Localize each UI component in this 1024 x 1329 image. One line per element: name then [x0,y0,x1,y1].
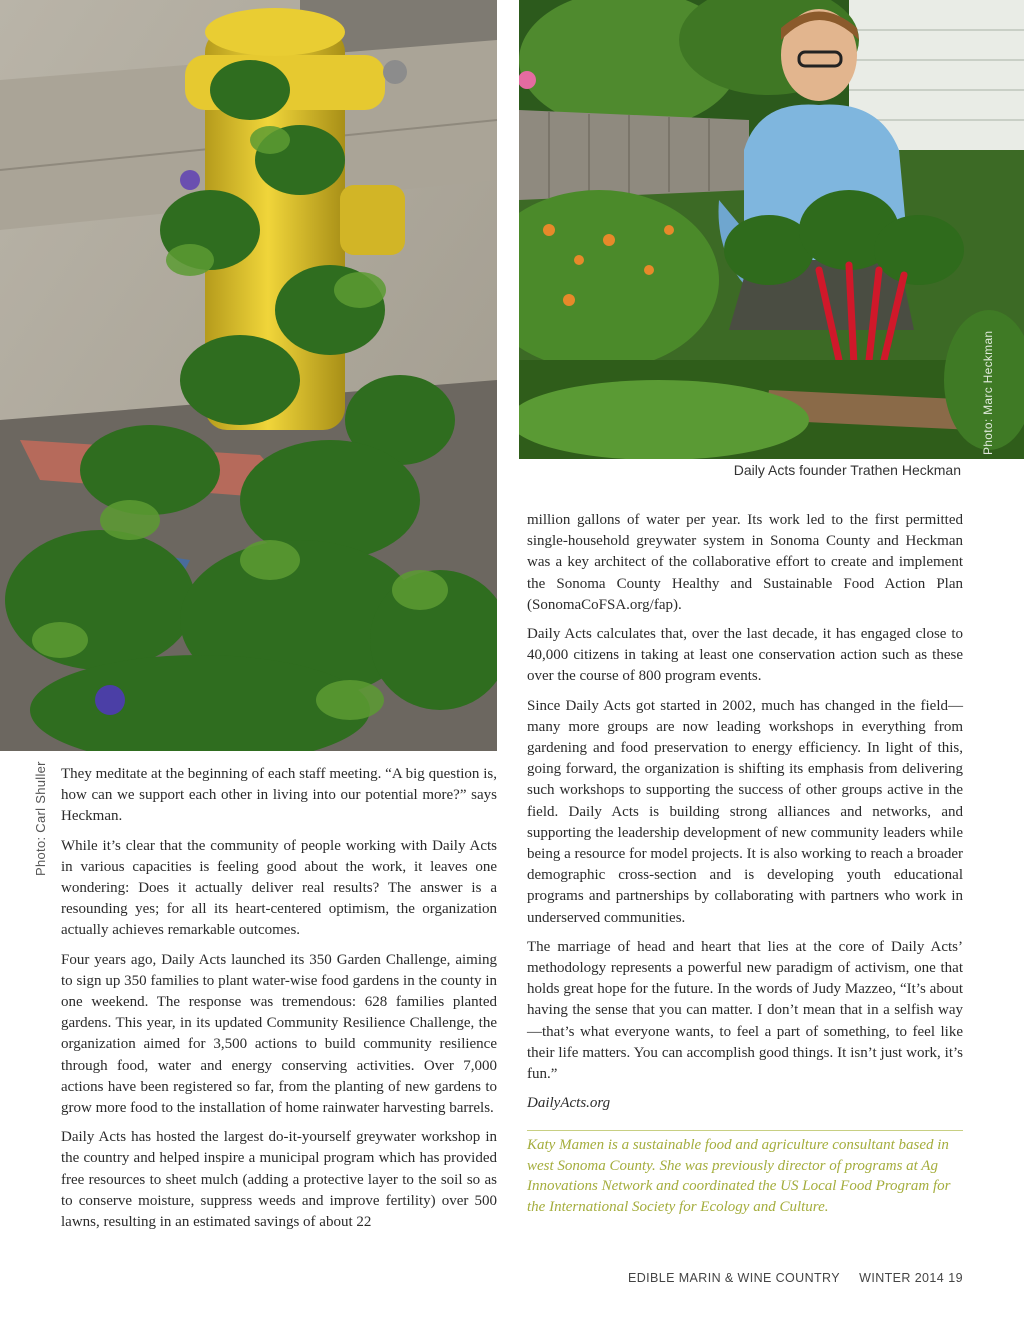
article-paragraph: Daily Acts has hosted the largest do-it-yourself greywater workshop in the country and helped inspire a municipal program which has provided free resources to sheet mulch (adding a protective layer to the soil so as to conserve moisture, suppress weeds and improve fertility) over 500 lawns, resulting in an estimated savings of about 22 [61,1129,497,1231]
left-article-column [61,764,497,1241]
bio-divider [527,1130,963,1131]
article-paragraph: Since Daily Acts got started in 2002, much has changed in the field—many more groups are now leading workshops in everything from gardening and food preservation to energy efficiency. In light of this, going forward, the organization is shifting its emphasis from delivering such workshops to supporting the success of other groups active in the field. Daily Acts is building strong alliances and networks, and supporting the leadership development of new community leaders while being a resource for model projects. It is also working to reach a broader demographic cross-section and is developing youth educational programs and partnerships by collaborating with partners who work in underserved communities. [527,697,963,926]
article-paragraph: While it’s clear that the community of people working with Daily Acts in various capacities is feeling good about the work, it leaves one wondering: Does it actually deliver real results? The answer is a resounding yes; for all its heart-centered optimism, the organization actually achieves remarkable outcomes. [61,837,497,939]
article-paragraph: Four years ago, Daily Acts launched its 350 Garden Challenge, aiming to sign up 350 families to plant water-wise food gardens in the county in one weekend. The response was tremendous: 628 families planted gardens. This year, in its updated Community Resilience Challenge, the organization aimed for 3,500 actions to build community resilience through food, water and energy conserving activities. Over 7,000 actions have been registered so far, from the planting of new gardens to grow more food to the installation of home rainwater harvesting barrels. [61,951,497,1117]
left-photo-credit: Photo: Carl Shuller [33,761,48,876]
article-paragraph: They meditate at the beginning of each staff meeting. “A big question is, how can we support each other in living into our potential more?” says Heckman. [61,766,497,825]
hydrant-garden-photo [0,0,497,751]
photo-caption: Daily Acts founder Trathen Heckman [733,462,961,478]
article-paragraph: The marriage of head and heart that lies at the core of Daily Acts’ methodology represents a powerful new paradigm of activism, one that holds great hope for the future. In the words of Judy Mazzeo, “It’s about having the sense that you can matter. I don’t mean that in a selfish way—that’s what everyone wants, to feel a part of something, to feel like their life matters. You can accomplish good things. It isn’t just work, it’s fun.” [527,938,963,1083]
founder-garden-photo [519,0,1024,459]
author-bio: Katy Mamen is a sustainable food and agriculture consultant based in west Sonoma County. She was previously director of programs at Ag Innovations Network and coordinated the US Local Food Program for the International Society for Ecology and Culture. [527,1137,951,1215]
article-paragraph: Daily Acts calculates that, over the last decade, it has engaged close to 40,000 citizens in taking at least one conservation action such as these over the course of 800 program events. [527,626,963,685]
right-photo-credit: Photo: Marc Heckman [981,330,995,455]
website-link[interactable]: DailyActs.org [527,1095,611,1112]
article-paragraph: million gallons of water per year. Its work led to the first permitted single-household greywater system in Sonoma County and Heckman was a key architect of the collaborative effort to create and implement the Sonoma County Healthy and Sustainable Food Action Plan (SonomaCoFSA.org/fap). [527,512,963,613]
publication-issue: EDIBLE MARIN & WINE COUNTRY WINTER 2014 [628,1271,945,1285]
right-article-column [527,510,963,1122]
page-number: 19 [948,1271,963,1285]
